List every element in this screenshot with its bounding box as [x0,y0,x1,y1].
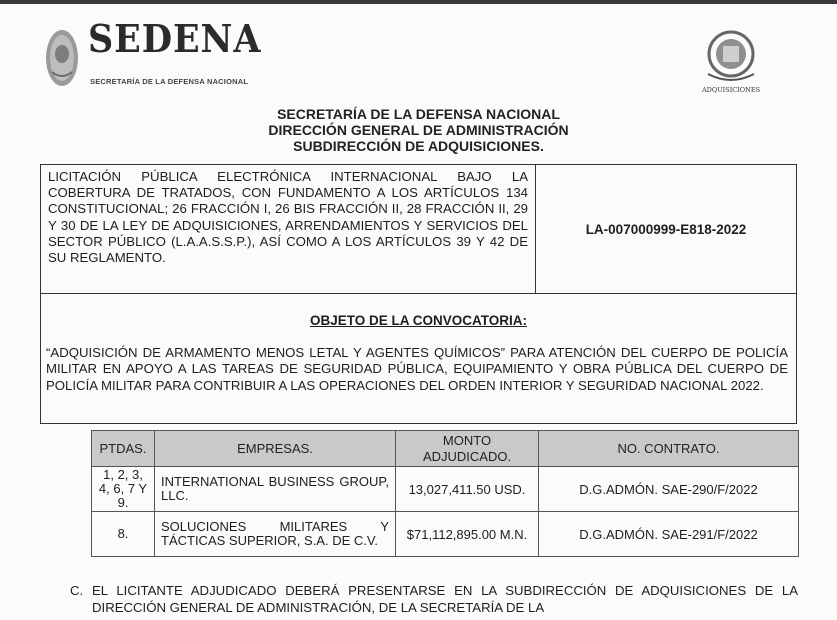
header-empresas: EMPRESAS. [155,431,396,467]
table-row [92,467,799,512]
licitacion-code: LA-007000999-E818-2022 [585,221,747,237]
header-ptdas: PTDAS. [92,431,155,467]
licitacion-description: LICITACIÓN PÚBLICA ELECTRÓNICA INTERNACIONAL BAJO LA COBERTURA DE TRATADOS, CON FUNDAMENTO A LOS ARTÍCULOS 134 CONSTITUCIONAL; 26 FRACCIÓN I, 26 BIS FRACCIÓN II, 28 FRACCIÓN II, 29 Y 30 DE LA LEY DE ADQUISICIONES, ARRENDAMIENTOS Y SERVICIOS DEL SECTOR PÚBLICO (L.A.A.S.S.P.), ASÍ COMO A LOS ARTÍCULOS 39 Y 42 DE SU REGLAMENTO. [40,164,536,294]
closing-paragraph [70,583,798,616]
objeto-title: OBJETO DE LA CONVOCATORIA: [309,313,527,328]
header-contrato: NO. CONTRATO. [539,431,799,467]
cell-empresa: INTERNATIONAL BUSINESS GROUP, LLC. [155,467,396,512]
cell-contrato: D.G.ADMÓN. SAE-290/F/2022 [539,467,799,512]
logo-subtitle: SECRETARÍA DE LA DEFENSA NACIONAL [90,77,249,86]
header-monto: MONTO ADJUDICADO. [396,431,539,467]
awards-table [91,430,799,557]
national-seal-icon [44,28,80,88]
closing-marker: C. [70,583,84,598]
closing-text: EL LICITANTE ADJUDICADO DEBERÁ PRESENTARSE EN LA SUBDIRECCIÓN DE ADQUISICIONES DE LA DIRECCIÓN GENERAL DE ADMINISTRACIÓN, DE LA SECRETARÍA DE LA [92,583,798,615]
licitacion-code-cell [535,164,797,294]
objeto-text: “ADQUISICIÓN DE ARMAMENTO MENOS LETAL Y AGENTES QUÍMICOS” PARA ATENCIÓN DEL CUERPO DE POLICÍA MILITAR EN APOYO A LAS TAREAS DE SEGURIDAD PÚBLICA, EQUIPAMIENTO Y OBRA PÚBLICA DEL CUERPO DE POLICÍA MILITAR PARA CONTRIBUIR A LAS OPERACIONES DEL ORDEN INTERIOR Y SEGURIDAD NACIONAL 2022. [46,345,788,393]
cell-contrato: D.G.ADMÓN. SAE-291/F/2022 [539,512,799,557]
cell-monto: $71,112,895.00 M.N. [396,512,539,557]
cell-monto: 13,027,411.50 USD. [396,467,539,512]
heading-direccion: DIRECCIÓN GENERAL DE ADMINISTRACIÓN [268,122,569,138]
logo-title: SEDENA [88,16,262,61]
cell-ptdas: 8. [92,512,155,557]
heading-subdireccion: SUBDIRECCIÓN DE ADQUISICIONES. [293,138,544,154]
emblem-label: ADQUISICIONES [701,86,761,94]
heading-secretaria: SECRETARÍA DE LA DEFENSA NACIONAL [277,106,560,122]
table-header-row [92,431,799,467]
scan-top-border [0,0,837,4]
adquisiciones-emblem-icon [700,28,762,84]
table-row [92,512,799,557]
cell-empresa: SOLUCIONES MILITARES Y TÁCTICAS SUPERIOR, S.A. DE C.V. [155,512,396,557]
cell-ptdas: 1, 2, 3, 4, 6, 7 Y 9. [92,467,155,512]
